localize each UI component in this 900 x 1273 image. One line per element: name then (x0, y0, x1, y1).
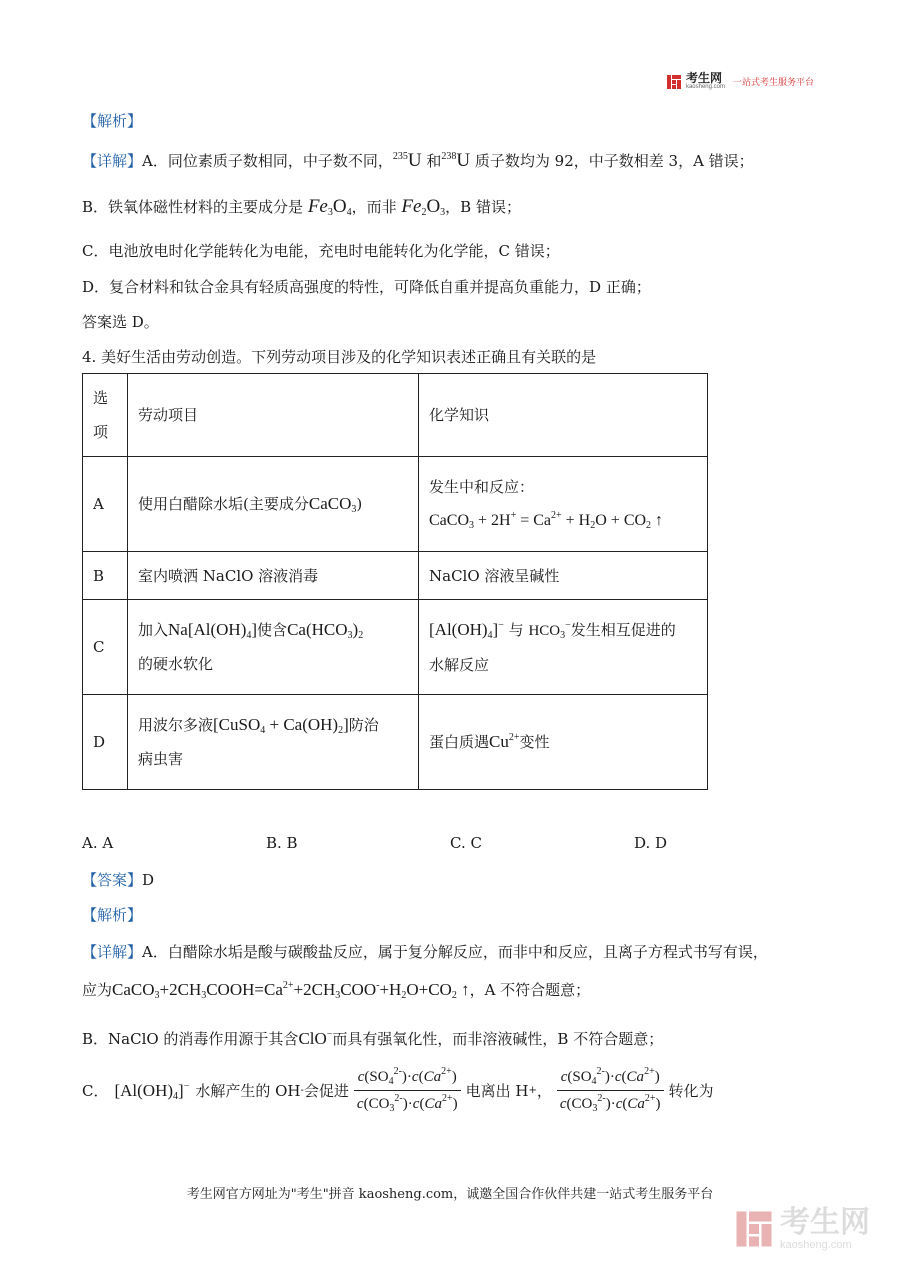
q3-detail-c: C．电池放电时化学能转化为电能，充电时电能转化为化学能，C 错误； (82, 242, 560, 260)
q3-answer: 答案选 D。 (82, 313, 159, 331)
footer-text: 考生网官方网址为"考生"拼音 kaosheng.com，诚邀全国合作伙伴共建一站式考生服务平台 (186, 1187, 714, 1202)
q4-answer (82, 869, 154, 890)
mass-238: 238 (441, 151, 457, 162)
watermark-domain: kaosheng.com (780, 1239, 852, 1251)
choice-d[interactable]: D. D (634, 834, 668, 852)
row-d-option: D (83, 695, 128, 790)
answer-tag: 【答案】 (82, 871, 143, 889)
formula-fe2o3: $Fe_2O_3$ (401, 196, 446, 218)
kaosheng-logo-icon (666, 74, 682, 90)
row-b-knowledge: NaClO 溶液呈碱性 (419, 552, 708, 600)
row-d-knowledge: 蛋白质遇$Cu^{2+}$变性 (419, 695, 708, 790)
q3-detail-d: D．复合材料和钛合金具有轻质高强度的特性，可降低自重并提高负重能力，D 正确； (82, 278, 651, 296)
table-row (83, 457, 708, 552)
row-c-labor: 加入$Na[Al(OH)_4]$使含$Ca(HCO_3)_2$ 的硬水软化 (128, 600, 419, 695)
formula-fe3o4: $Fe_3O_4$ (307, 196, 352, 218)
uranium-symbol: U (407, 150, 422, 171)
q3-a-and: 和 (426, 152, 442, 170)
q4-detail-a-2: 应为$CaCO_3+2CH_3COOH=Ca^{2+}+2CH_3COO^-+H_2O+CO_2$ ↑，A 不符合题意； (82, 980, 591, 1001)
choice-a[interactable]: A. A (82, 834, 114, 852)
row-b-option: B (83, 552, 128, 600)
q4-detail-b: B．NaClO 的消毒作用源于其含ClO−而具有强氧化性，而非溶液碱性，B 不符合题意； (82, 1029, 664, 1048)
ratio-fraction-2: $\frac{c(SO_4^{2-})\cdot c(Ca^{2+})}{c(CO_3^{2-})\cdot c(Ca^{2+})}$ (556, 1066, 665, 1115)
q4-xiangjie-tag: 【详解】 (82, 943, 143, 961)
row-c-option: C (83, 600, 128, 695)
q3-jiexi-tag: 【解析】 (82, 112, 143, 130)
header-option: 选 项 (83, 374, 128, 457)
q3-detail-b (82, 196, 521, 218)
choice-c[interactable]: C. C (450, 834, 482, 852)
q3-a-text-2: 质子数均为 92，中子数相差 3，A 错误； (474, 152, 754, 170)
q4-stem: 4. 美好生活由劳动创造。下列劳动项目涉及的化学知识表述正确且有关联的是 (82, 348, 597, 366)
q3-a-text-1: A．同位素质子数相同，中子数不同， (142, 152, 393, 170)
q4-table (82, 373, 708, 790)
logo-slogan: 一站式考生服务平台 (732, 77, 814, 87)
q4-detail-c: C． $[Al(OH)_4]^-$ 水解产生的 OH - 会促进 $\frac{c(SO_4^{2-})\cdot c(Ca^{2+})}{c(CO_3^{2-})\cdot c(Ca^{2+})}$ 电离出 H + ， $\frac{c(SO_4^{2-})\cdot c(Ca^{2+})}{c(CO_3^{2-})\cdot c(Ca^{2+})}$ 转化为 (82, 1066, 714, 1114)
q3-detail-a (82, 150, 754, 172)
equation-corrected: $CaCO_3+2CH_3COOH=Ca^{2+}+2CH_3COO^-+H_2O+CO_2$ ↑ (112, 980, 470, 1001)
watermark-text: 考生网 (780, 1206, 870, 1239)
q3-b-text-3: ，B 错误； (445, 198, 521, 216)
logo-brand: 考生网 (685, 71, 722, 85)
row-c-knowledge: $[Al(OH)_4]^-$ 与 $HCO_3^-$发生相互促进的 水解反应 (419, 600, 708, 695)
table-row (83, 600, 708, 695)
q3-b-text-2: ，而非 (351, 198, 397, 216)
ratio-fraction-1: $\frac{c(SO_4^{2-})\cdot c(Ca^{2+})}{c(CO_3^{2-})\cdot c(Ca^{2+})}$ (353, 1066, 462, 1115)
row-a-labor: 使用白醋除水垢(主要成分CaCO$_3$) (128, 457, 419, 552)
q4-detail-a-1: 【详解】A．白醋除水垢是酸与碳酸盐反应，属于复分解反应，而非中和反应，且离子方程式书写有误， (82, 943, 768, 961)
row-a-knowledge: 发生中和反应： CaCO$_3$ + $2H^+ = Ca^{2+} + H_2O + CO_2$ ↑ (419, 457, 708, 552)
q4-jiexi-tag: 【解析】 (82, 906, 143, 924)
table-row (83, 695, 708, 790)
answer-value: D (142, 871, 155, 889)
mass-235: 235 (392, 151, 408, 162)
watermark (734, 1207, 870, 1251)
q3-xiangjie-tag: 【详解】 (82, 152, 143, 170)
row-d-labor: 用波尔多液[CuSO$_4$ + $Ca(OH)_2$]防治 病虫害 (128, 695, 419, 790)
equation-a: CaCO$_3$ + $2H^+ = Ca^{2+} + H_2O + CO_2$ ↑ (429, 510, 664, 531)
q3-b-text-1: B．铁氧体磁性材料的主要成分是 (82, 198, 304, 216)
logo-domain: kaosheng.com (685, 84, 725, 90)
header-knowledge: 化学知识 (419, 374, 708, 457)
table-header-row (83, 374, 708, 457)
uranium-symbol-2: U (456, 150, 471, 171)
choice-b[interactable]: B. B (266, 834, 298, 852)
row-b-labor: 室内喷洒 NaClO 溶液消毒 (128, 552, 419, 600)
row-a-option: A (83, 457, 128, 552)
watermark-logo-icon (734, 1209, 774, 1249)
header-logo[interactable] (666, 72, 814, 91)
table-row (83, 552, 708, 600)
header-labor: 劳动项目 (128, 374, 419, 457)
